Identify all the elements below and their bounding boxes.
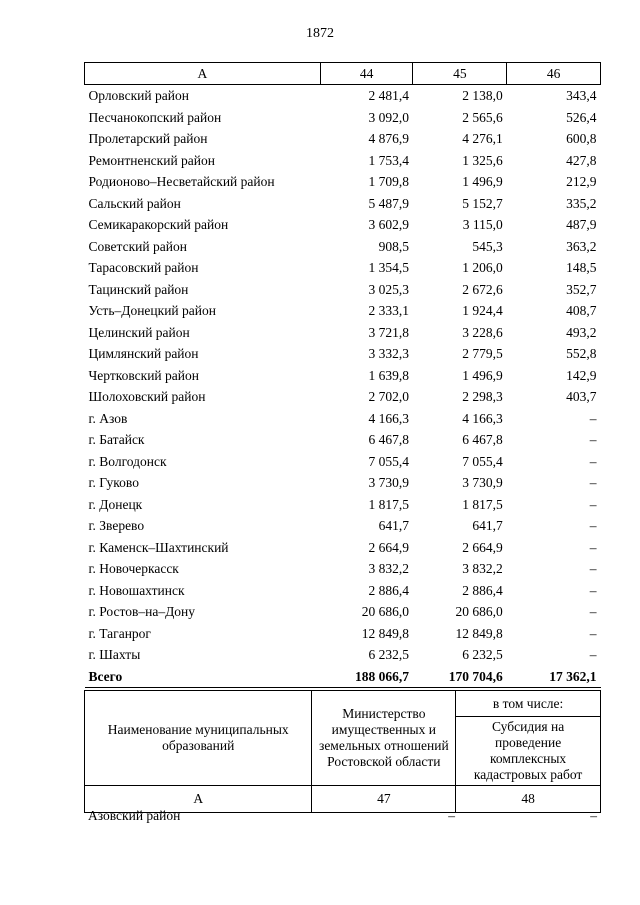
ministry-value: – (448, 808, 455, 823)
municipality-name: г. Волгодонск (88, 453, 167, 469)
municipality-name: Песчанокопский район (88, 109, 222, 125)
table-row (85, 214, 601, 236)
table-row (85, 365, 601, 387)
subsidy-value: – (589, 561, 597, 576)
total-value: 3 092,0 (368, 109, 409, 125)
total-value: 3 721,8 (368, 324, 409, 340)
ministry-value: 7 055,4 (462, 453, 503, 469)
table-row (84, 806, 601, 826)
municipality-name: Всего (85, 666, 321, 688)
total-value: 3 832,2 (368, 561, 409, 576)
subsidy-value: 142,9 (566, 367, 597, 383)
subsidy-value: 352,7 (566, 281, 597, 297)
total-value: 2 702,0 (368, 389, 409, 404)
total-value: 3 025,3 (368, 281, 409, 297)
ministry-value: 2 664,9 (462, 539, 503, 555)
municipality-name: г. Донецк (88, 496, 143, 512)
municipality-name: Целинский район (88, 324, 190, 340)
page-number: 1872 (306, 26, 334, 41)
table-row (85, 300, 601, 322)
total-value: 20 686,0 (361, 604, 409, 619)
subsidy-value: 17 362,1 (507, 666, 601, 688)
ministry-value: 6 467,8 (462, 432, 503, 447)
total-value: 3 602,9 (368, 217, 409, 232)
ministry-value: 5 152,7 (462, 195, 503, 211)
ministry-value: 2 672,6 (462, 281, 503, 297)
subsidy-value: – (589, 475, 597, 490)
municipality-name: Тарасовский район (88, 260, 199, 275)
ministry-value: 3 228,6 (462, 324, 503, 340)
total-value: 2 664,9 (368, 539, 409, 555)
subsidy-value: 600,8 (566, 131, 597, 146)
total-value: 1 639,8 (368, 367, 409, 383)
table-row (85, 515, 601, 537)
total-value: 5 487,9 (368, 195, 409, 211)
ministry-value: 1 325,6 (462, 152, 503, 168)
ministry-value: 6 232,5 (462, 647, 503, 662)
municipality-name: Родионово–Несветайский район (88, 174, 275, 189)
table-row (85, 171, 601, 193)
subsidy-value: 335,2 (566, 195, 597, 211)
subsidy-value: – (590, 808, 597, 823)
total-value: 6 232,5 (368, 647, 409, 662)
column-index-47: 47 (312, 786, 456, 813)
table-row (85, 601, 601, 623)
municipality-name: г. Батайск (88, 432, 145, 447)
subsidy-value: 363,2 (566, 238, 597, 254)
municipality-name: г. Таганрог (88, 625, 151, 641)
ministry-value: 2 886,4 (462, 582, 503, 598)
municipality-name: Усть–Донецкий район (88, 303, 216, 318)
ministry-value: 2 565,6 (462, 109, 503, 125)
table-row (85, 279, 601, 301)
ministry-value: 2 138,0 (462, 88, 503, 103)
municipality-name: Советский район (88, 238, 187, 254)
table-row (85, 644, 601, 666)
subsidy-value: – (589, 604, 597, 619)
table-row (85, 408, 601, 430)
table-row (85, 193, 601, 215)
municipality-name: Чертковский район (88, 367, 199, 383)
table-row (85, 150, 601, 172)
subsidy-value: 148,5 (566, 260, 597, 275)
subsidy-value: 408,7 (566, 303, 597, 318)
column-index-46: 46 (507, 63, 601, 85)
ministry-value: 3 730,9 (462, 475, 503, 490)
table-row (85, 429, 601, 451)
total-value: 641,7 (378, 518, 409, 533)
total-value: 7 055,4 (368, 453, 409, 469)
subsidy-value: – (589, 582, 597, 598)
ministry-value: 641,7 (472, 518, 503, 533)
total-value: 908,5 (378, 238, 409, 254)
subsidy-value: 552,8 (566, 346, 597, 361)
subsidy-value: – (589, 518, 597, 533)
ministry-value: 1 817,5 (462, 496, 503, 512)
total-value: 1 817,5 (368, 496, 409, 512)
subsidy-value: – (589, 410, 597, 426)
municipality-name: г. Новошахтинск (88, 582, 185, 598)
subsidy-value: – (589, 539, 597, 555)
subsidy-value: – (589, 496, 597, 512)
municipality-name: Сальский район (88, 195, 181, 211)
total-value: 188 066,7 (320, 666, 413, 688)
municipality-name: Цимлянский район (88, 346, 199, 361)
municipality-name: Тацинский район (88, 281, 189, 297)
subsidy-value: – (589, 625, 597, 641)
table-row (85, 236, 601, 258)
table-row (85, 85, 601, 107)
municipality-column-header: Наименование муниципальных образований (85, 691, 312, 786)
subsidy-value: 427,8 (566, 152, 597, 168)
including-header: в том числе: (456, 691, 601, 717)
total-value: 1 753,4 (368, 152, 409, 168)
total-value: 4 166,3 (368, 410, 409, 426)
municipality-name: г. Азов (88, 410, 128, 426)
municipality-name: Шолоховский район (88, 389, 206, 404)
ministry-value: 4 166,3 (462, 410, 503, 426)
column-index-48: 48 (456, 786, 601, 813)
ministry-value: 4 276,1 (462, 131, 503, 146)
ministry-value: 3 115,0 (462, 217, 503, 232)
table-row (85, 107, 601, 129)
subsidy-value: – (589, 432, 597, 447)
subsidy-value: 212,9 (566, 174, 597, 189)
ministry-value: 2 298,3 (462, 389, 503, 404)
table-row (85, 623, 601, 645)
table-row (85, 472, 601, 494)
total-row (85, 666, 601, 688)
municipality-name: г. Шахты (88, 647, 141, 662)
municipality-name: Азовский район (88, 808, 181, 823)
table-row (85, 322, 601, 344)
table-row (85, 257, 601, 279)
municipality-name: Ремонтненский район (88, 152, 215, 168)
table-row (85, 558, 601, 580)
ministry-value: 1 496,9 (462, 174, 503, 189)
subsidy-value: 343,4 (566, 88, 597, 103)
municipality-name: Пролетарский район (88, 131, 208, 146)
budget-table-continued (84, 62, 601, 688)
table-row (85, 580, 601, 602)
ministry-value: 3 832,2 (462, 561, 503, 576)
municipality-name: г. Каменск–Шахтинский (88, 539, 229, 555)
next-section-header-table (84, 690, 601, 813)
total-value: 3 332,3 (368, 346, 409, 361)
total-value: 12 849,8 (361, 625, 409, 641)
total-value: 1 354,5 (368, 260, 409, 275)
table-row (85, 494, 601, 516)
total-value: 4 876,9 (368, 131, 409, 146)
table-row (85, 343, 601, 365)
ministry-value: 545,3 (472, 238, 503, 254)
ministry-value: 2 779,5 (462, 346, 503, 361)
total-value: 2 333,1 (368, 303, 409, 318)
table-row (85, 451, 601, 473)
total-value: 3 730,9 (368, 475, 409, 490)
municipality-name: Орловский район (88, 88, 189, 103)
ministry-value: 1 496,9 (462, 367, 503, 383)
municipality-name: Семикаракорский район (88, 217, 229, 232)
total-value: 2 886,4 (368, 582, 409, 598)
ministry-value: 12 849,8 (455, 625, 503, 641)
column-index-44: 44 (320, 63, 413, 85)
table-row (85, 128, 601, 150)
total-value: 6 467,8 (368, 432, 409, 447)
table-row (85, 386, 601, 408)
subsidy-value: 526,4 (566, 109, 597, 125)
subsidy-value: – (589, 647, 597, 662)
ministry-value: 1 206,0 (462, 260, 503, 275)
table-row (85, 537, 601, 559)
ministry-value: 1 924,4 (462, 303, 503, 318)
cadastral-subsidy-header: Субсидия на проведение комплексных кадастровых работ (456, 717, 601, 786)
municipality-name: г. Новочеркасск (88, 561, 179, 576)
ministry-value: 20 686,0 (455, 604, 503, 619)
municipality-name: г. Гуково (88, 475, 139, 490)
column-index-45: 45 (413, 63, 507, 85)
subsidy-value: – (589, 453, 597, 469)
ministry-value: 170 704,6 (413, 666, 507, 688)
total-value: 2 481,4 (368, 88, 409, 103)
column-index-row (85, 63, 601, 85)
subsidy-value: 487,9 (566, 217, 597, 232)
subsidy-value: 493,2 (566, 324, 597, 340)
ministry-column-header: Министерство имущественных и земельных отношений Ростовской области (312, 691, 456, 786)
subsidy-value: 403,7 (566, 389, 597, 404)
municipality-name: г. Зверево (88, 518, 145, 533)
column-index-a: А (85, 63, 321, 85)
municipality-name: г. Ростов–на–Дону (88, 604, 196, 619)
column-index-a: А (85, 786, 312, 813)
total-value: 1 709,8 (368, 174, 409, 189)
